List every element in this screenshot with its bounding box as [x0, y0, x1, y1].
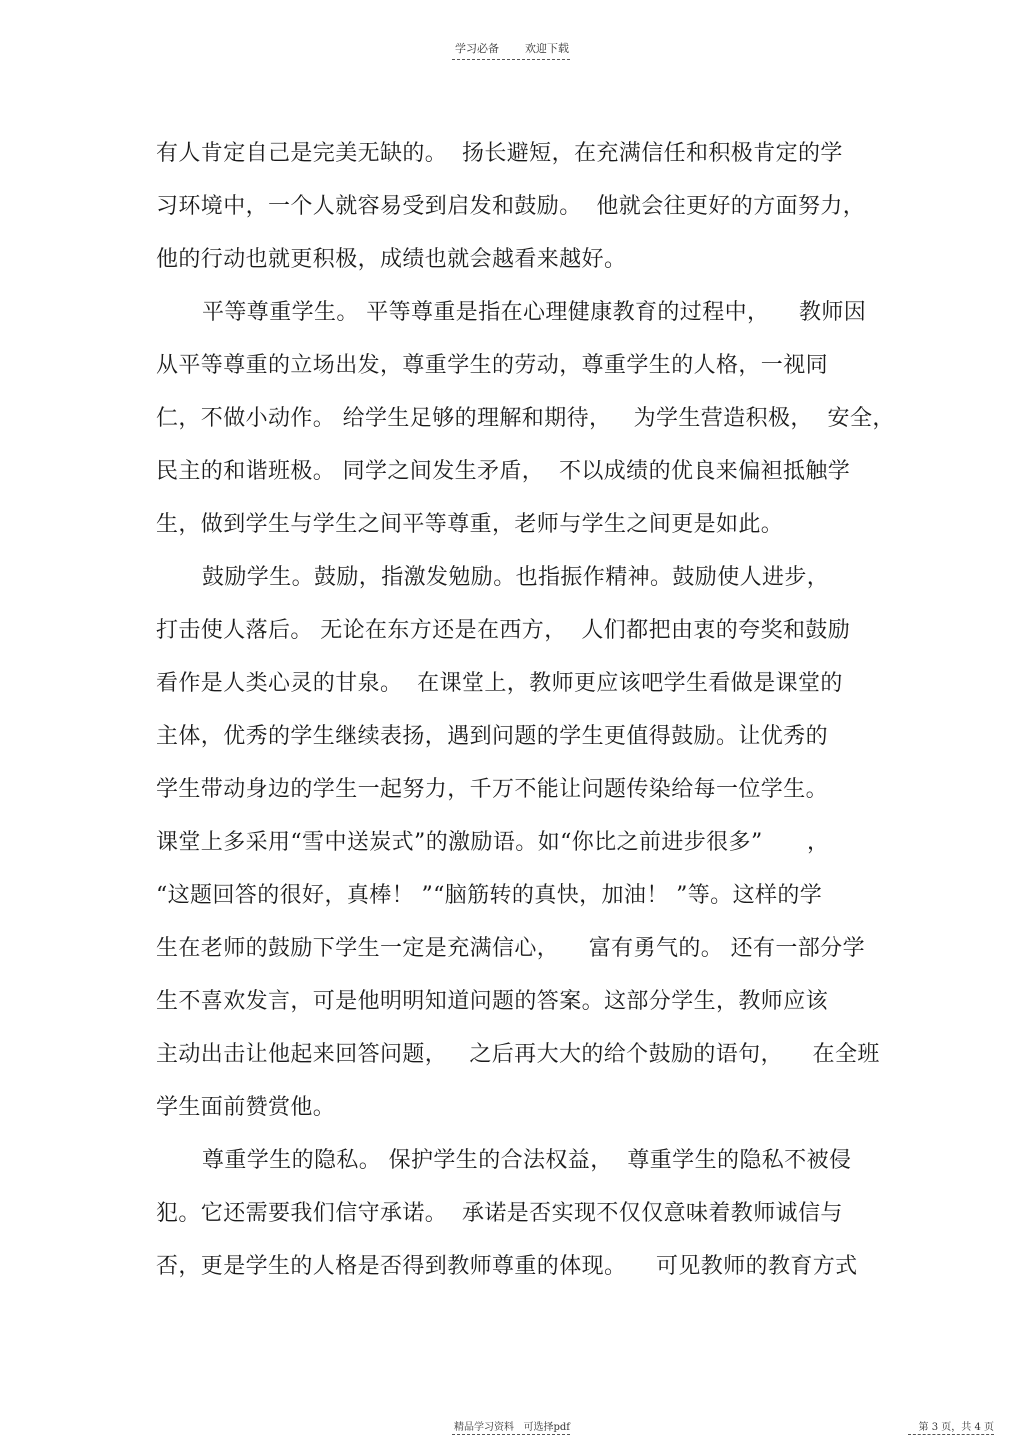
document-body	[156, 127, 895, 1293]
text-line: 他的行动也就更积极，成绩也就会越看来越好。	[156, 247, 627, 272]
text-line: 习环境中，一个人就容易受到启发和鼓励。 他就会往更好的方面努力，	[156, 194, 866, 219]
text-line: 生在老师的鼓励下学生一定是充满信心， 富有勇气的。 还有一部分学	[156, 936, 865, 961]
footer-center-text: 精品学习资料 可选择pdf	[453, 1422, 571, 1433]
page-number: 第 3 页，共 4 页	[918, 1422, 994, 1433]
text-line: 课堂上多采用“雪中送炭式”的激励语。如“你比之前进步很多” ，	[156, 830, 830, 855]
footer-right-divider	[908, 1434, 994, 1435]
text-line: 打击使人落后。 无论在东方还是在西方， 人们都把由衷的夸奖和鼓励	[156, 618, 851, 643]
header-left-text: 学习必备	[455, 42, 499, 55]
paragraph-start-line: 鼓励学生。鼓励，指激发勉励。也指振作精神。鼓励使人进步，	[202, 565, 830, 590]
text-line: 有人肯定自己是完美无缺的。 扬长避短，在充满信任和积极肯定的学	[156, 141, 843, 166]
page-footer	[0, 1418, 1024, 1438]
text-line: 犯。它还需要我们信守承诺。 承诺是否实现不仅仅意味着教师诚信与	[156, 1201, 843, 1226]
text-line: 学生带动身边的学生一起努力，千万不能让问题传染给每一位学生。	[156, 777, 829, 802]
text-line: 看作是人类心灵的甘泉。 在课堂上，教师更应该吧学生看做是课堂的	[156, 671, 843, 696]
header-right-text: 欢迎下载	[525, 42, 569, 55]
paragraph-start-line: 尊重学生的隐私。 保护学生的合法权益， 尊重学生的隐私不被侵	[202, 1148, 852, 1173]
paragraph-start-line: 平等尊重学生。 平等尊重是指在心理健康教育的过程中， 教师因	[202, 300, 867, 325]
text-line: 仁，不做小动作。 给学生足够的理解和期待， 为学生营造积极， 安全，	[156, 406, 895, 431]
text-line: 民主的和谐班极。 同学之间发生矛盾， 不以成绩的优良来偏袒抵触学	[156, 459, 851, 484]
text-line: 主动出击让他起来回答问题， 之后再大大的给个鼓励的语句， 在全班	[156, 1042, 880, 1067]
text-line: 生不喜欢发言，可是他明明知道问题的答案。这部分学生，教师应该	[156, 989, 829, 1014]
text-line: 生，做到学生与学生之间平等尊重，老师与学生之间更是如此。	[156, 512, 784, 537]
text-line: “这题回答的很好，真棒！ ”“脑筋转的真快，加油！ ”等。这样的学	[156, 883, 823, 908]
footer-center-divider	[452, 1434, 570, 1435]
text-line: 主体，优秀的学生继续表扬，遇到问题的学生更值得鼓励。让优秀的	[156, 724, 829, 749]
text-line: 否，更是学生的人格是否得到教师尊重的体现。 可见教师的教育方式	[156, 1254, 858, 1279]
text-line: 从平等尊重的立场出发，尊重学生的劳动，尊重学生的人格，一视同	[156, 353, 829, 378]
page-header	[0, 40, 1024, 56]
header-divider	[452, 59, 570, 60]
text-line: 学生面前赞赏他。	[156, 1095, 336, 1120]
